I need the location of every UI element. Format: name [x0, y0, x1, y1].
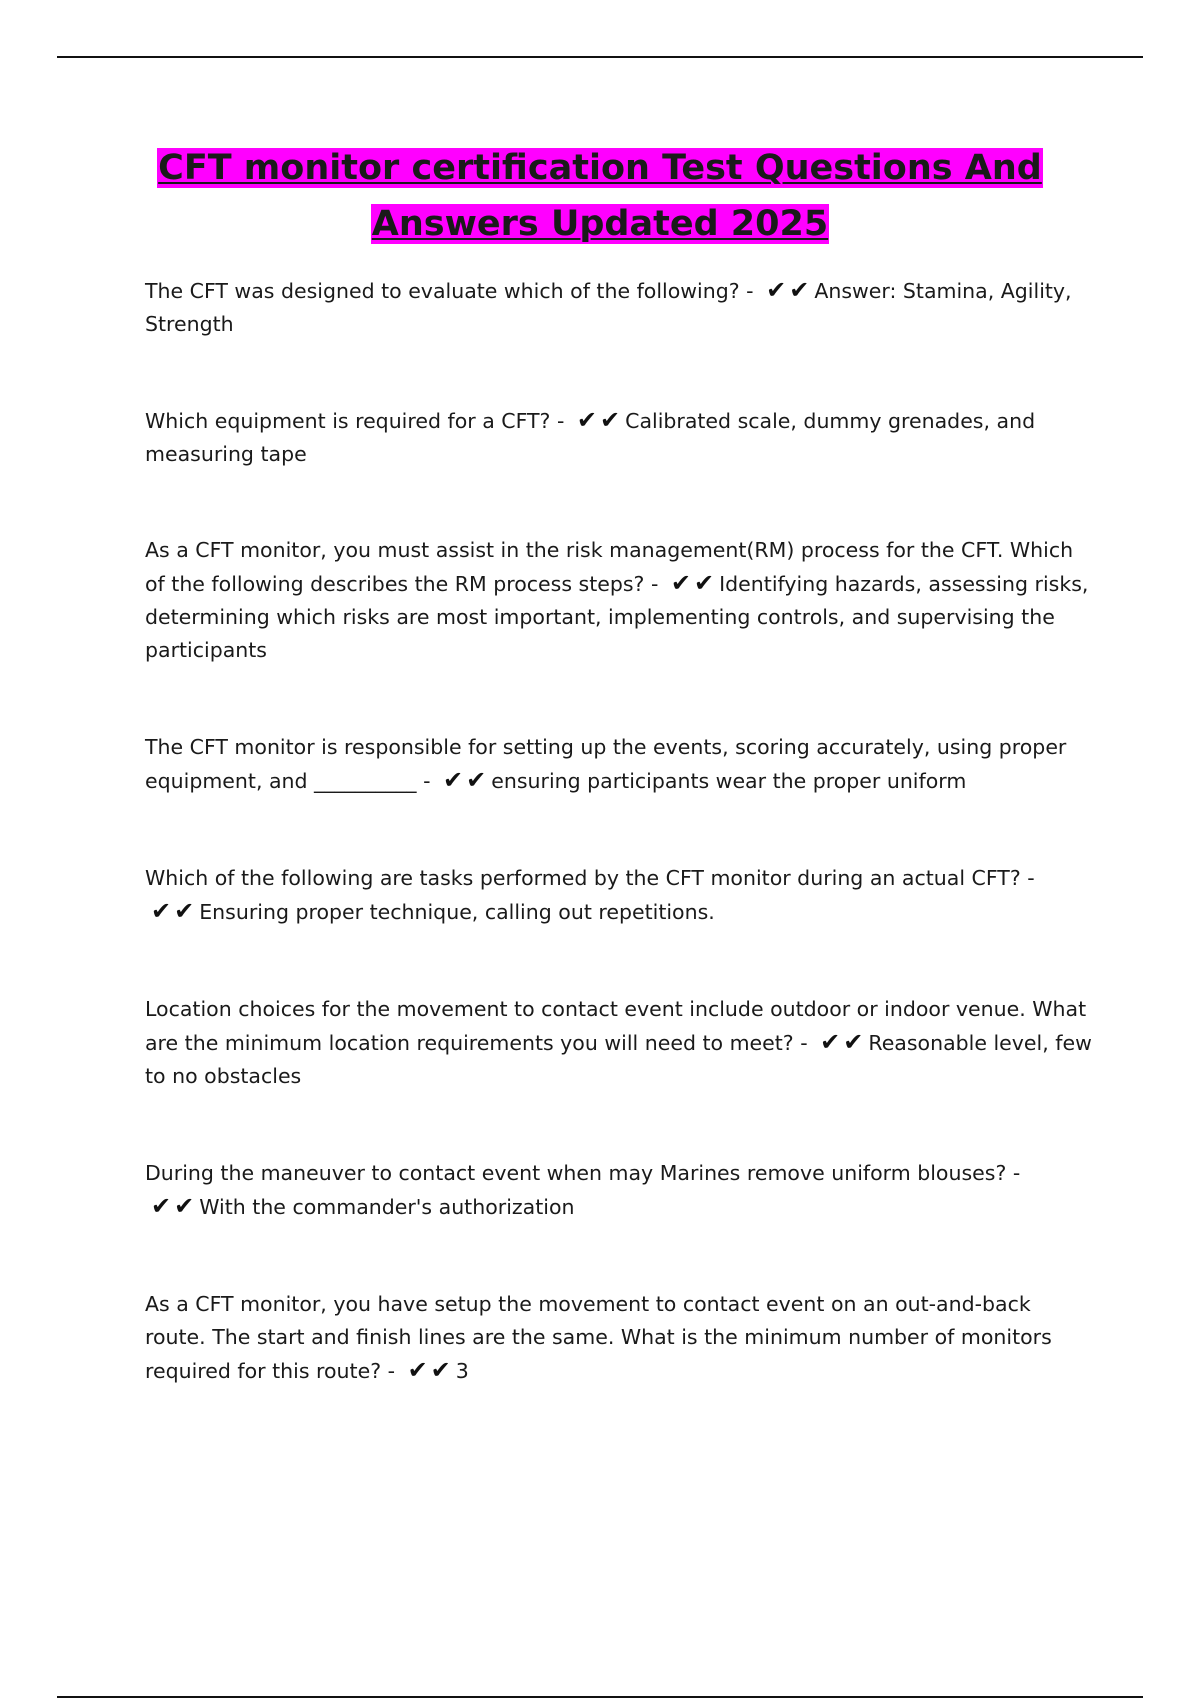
- qa-item: [145, 404, 1095, 471]
- question-text: Which equipment is required for a CFT?: [145, 409, 551, 433]
- answer-text: Answer: Stamina, Agility, Strength: [145, 279, 1072, 336]
- question-text: As a CFT monitor, you must assist in the risk management(RM) process for the CFT. Which of the following describes the RM process steps?: [145, 538, 1074, 596]
- qa-item: [145, 993, 1095, 1093]
- qa-item: [145, 1157, 1095, 1224]
- top-rule: [57, 56, 1143, 58]
- separator: -: [746, 279, 754, 303]
- question-text: Which of the following are tasks performed by the CFT monitor during an actual CFT?: [145, 866, 1021, 890]
- separator: -: [556, 409, 565, 433]
- title-line-1: CFT monitor certification Test Questions And: [158, 148, 1042, 188]
- answer-text: Calibrated scale, dummy grenades, and measuring tape: [145, 409, 1036, 466]
- double-check-icon: ✔✔: [576, 406, 624, 434]
- answer-text: Identifying hazards, assessing risks, determining which risks are most important, implementing controls, and supervising the participants: [145, 572, 1089, 662]
- double-check-icon: ✔✔: [443, 766, 490, 794]
- answer-text: Ensuring proper technique, calling out repetitions.: [199, 900, 715, 924]
- qa-item: [145, 731, 1095, 798]
- answer-text: Reasonable level, few to no obstacles: [145, 1031, 1092, 1088]
- qa-item: [145, 1288, 1095, 1388]
- separator: -: [1012, 1161, 1021, 1185]
- separator: -: [800, 1031, 808, 1055]
- qa-item: [145, 274, 1095, 341]
- separator: -: [387, 1359, 396, 1383]
- question-text: The CFT monitor is responsible for setting up the events, scoring accurately, using proper equipment, and __________: [145, 735, 1067, 793]
- answer-text: With the commander's authorization: [199, 1195, 575, 1219]
- double-check-icon: ✔✔: [151, 1192, 198, 1220]
- double-check-icon: ✔✔: [766, 276, 813, 304]
- qa-item: [145, 862, 1095, 929]
- question-text: Location choices for the movement to contact event include outdoor or indoor venue. What are the minimum location requirements you will need to meet?: [145, 997, 1087, 1055]
- answer-text: ensuring participants wear the proper uniform: [491, 769, 967, 793]
- separator: -: [1027, 866, 1035, 890]
- double-check-icon: ✔✔: [407, 1356, 454, 1384]
- double-check-icon: ✔✔: [151, 897, 198, 925]
- document-title: [100, 140, 1100, 252]
- double-check-icon: ✔✔: [820, 1028, 867, 1056]
- answer-text: 3: [455, 1359, 469, 1383]
- question-text: During the maneuver to contact event when may Marines remove uniform blouses?: [145, 1161, 1007, 1185]
- question-text: The CFT was designed to evaluate which of the following?: [145, 279, 740, 303]
- bottom-rule: [57, 1696, 1143, 1698]
- separator: -: [650, 572, 659, 596]
- question-text: As a CFT monitor, you have setup the movement to contact event on an out-and-back route. The start and finish lines are the same. What is the minimum number of monitors required for this route?: [145, 1292, 1052, 1383]
- qa-item: [145, 534, 1095, 667]
- double-check-icon: ✔✔: [670, 569, 718, 597]
- separator: -: [423, 769, 431, 793]
- title-line-2: Answers Updated 2025: [371, 204, 829, 244]
